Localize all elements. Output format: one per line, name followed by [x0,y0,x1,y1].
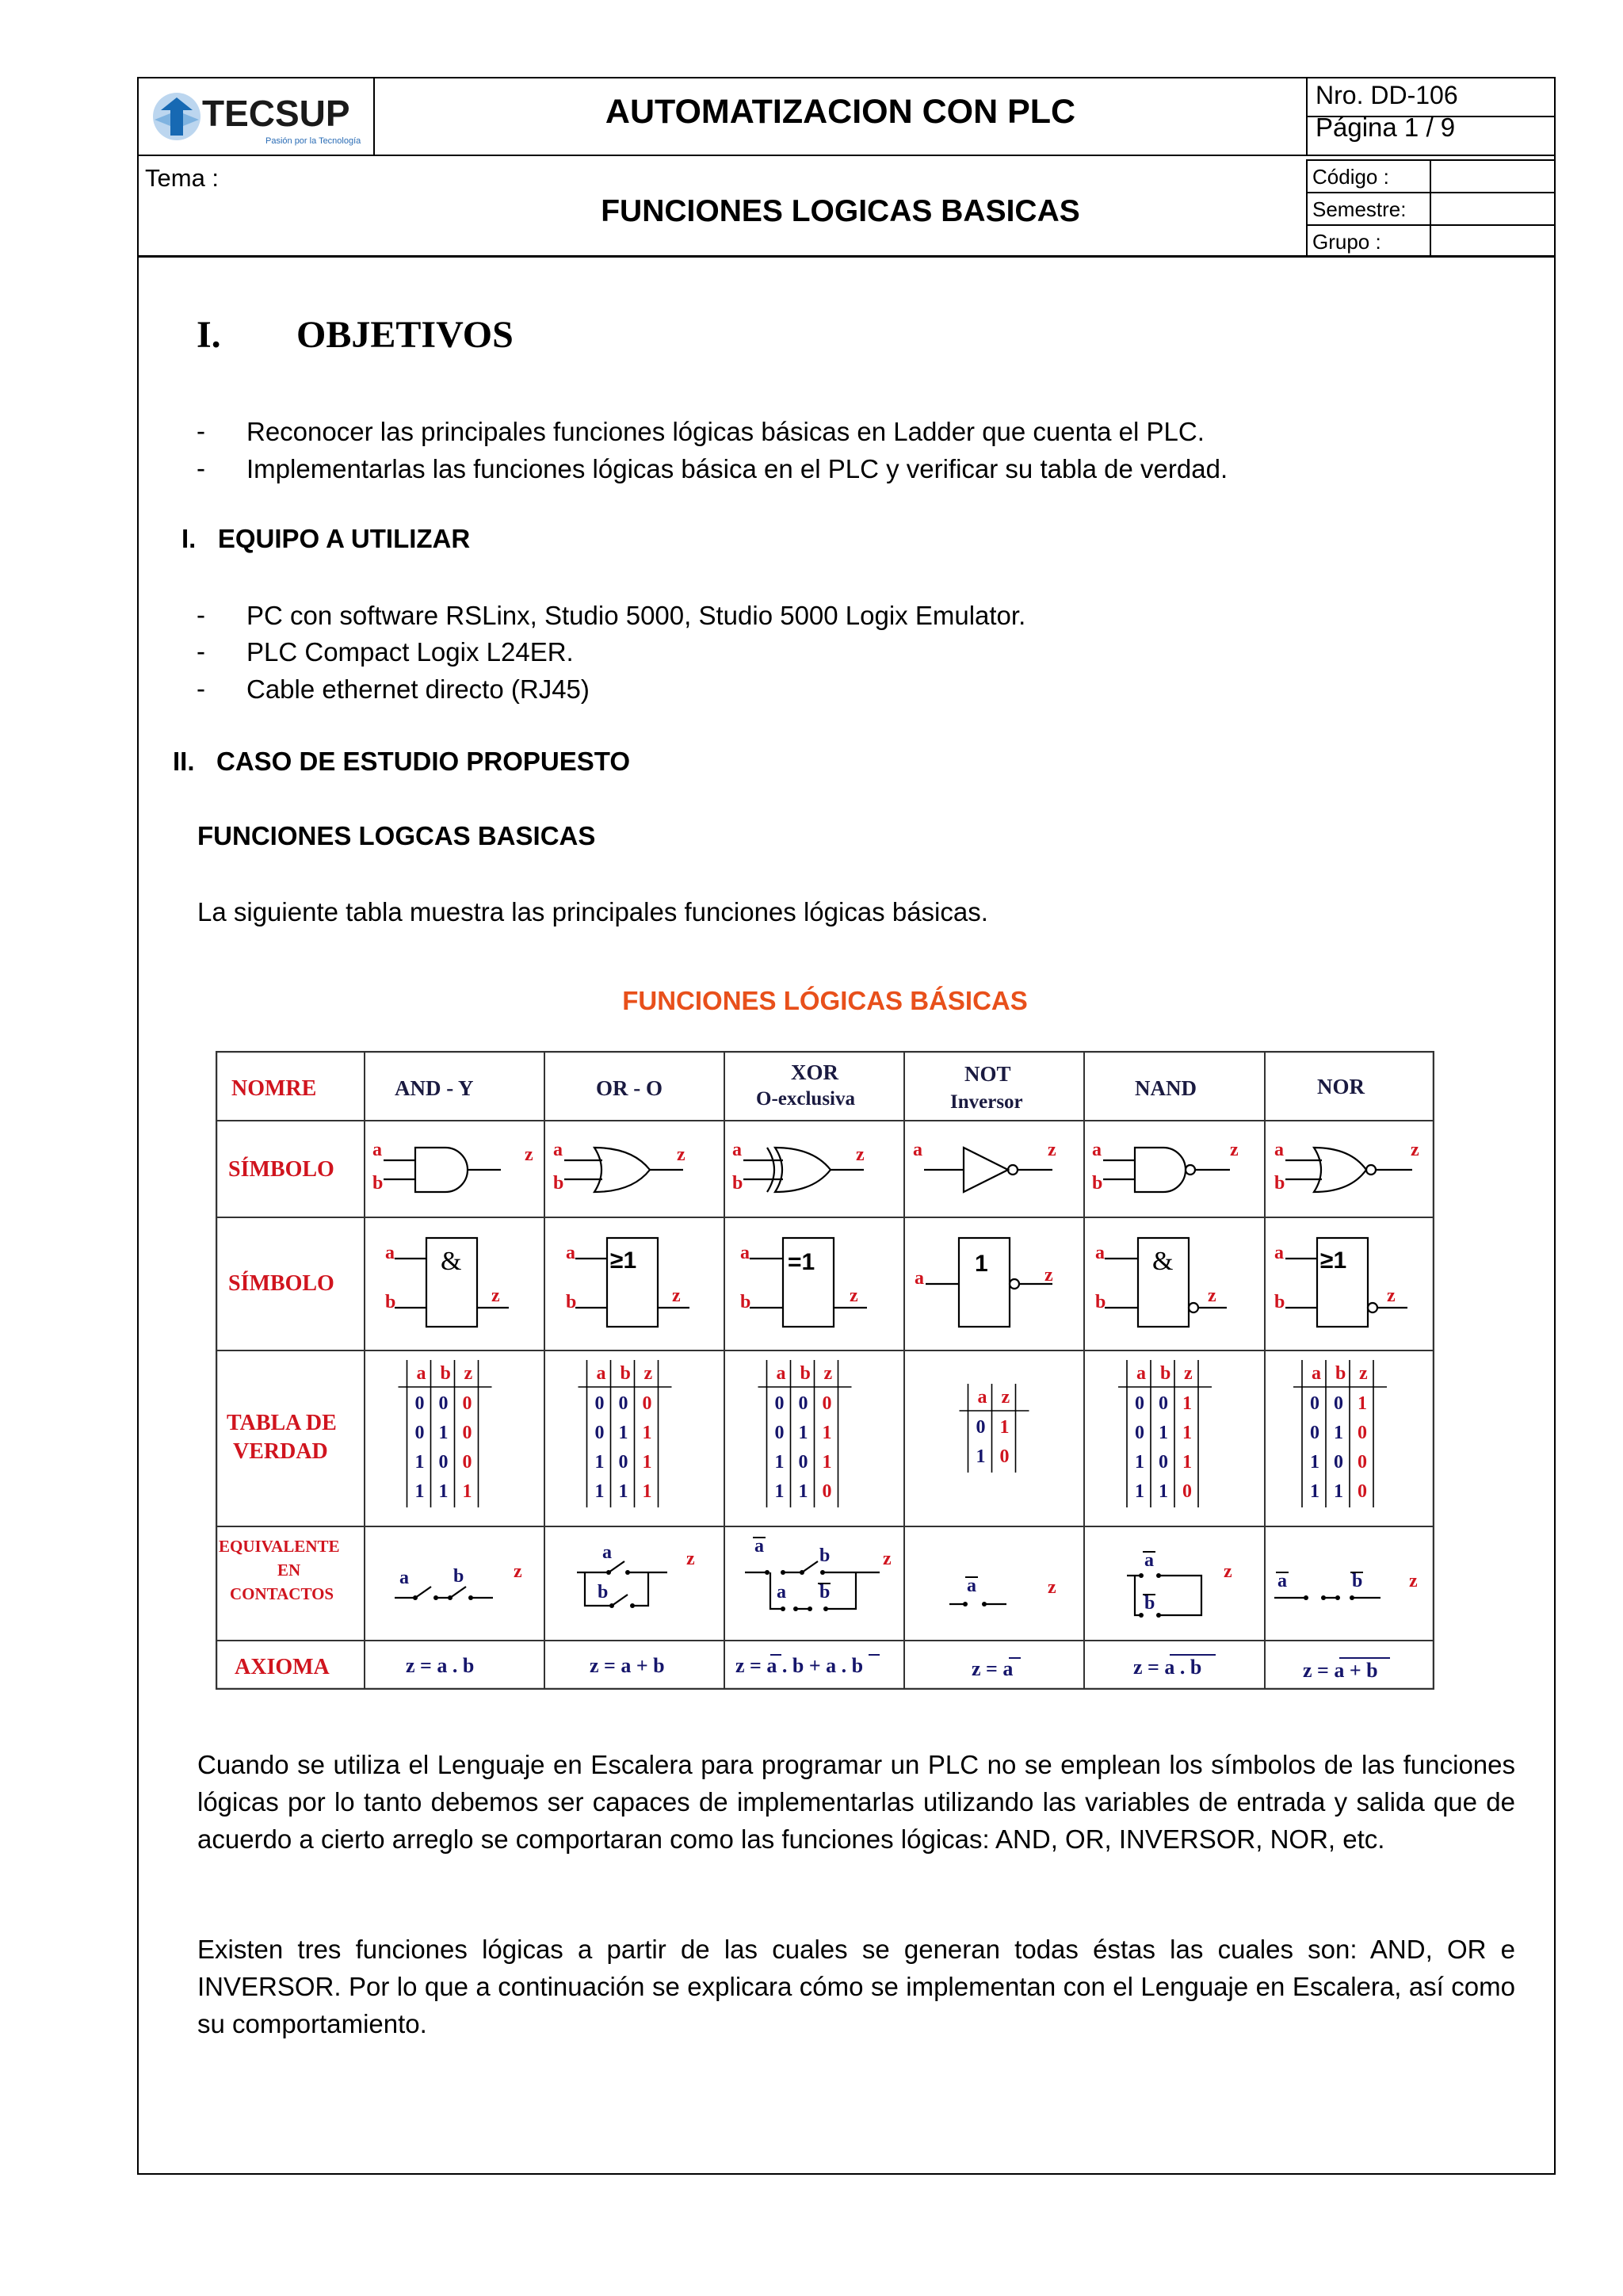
axiom-nand: z = a . b [1133,1656,1202,1679]
axiom-xor: z = a . b + a . b [735,1654,864,1677]
col-header-nand: NAND [1135,1076,1197,1100]
svg-text:b: b [385,1292,396,1312]
svg-text:a: a [566,1243,575,1263]
xor-iec-symbol-icon [740,1238,867,1327]
svg-text:b: b [372,1173,384,1194]
truth-table-cell: 1 [774,1481,785,1502]
or-iec-symbol-icon [566,1238,689,1327]
truth-table-cell: 0 [1159,1393,1168,1414]
truth-table-cell: 0 [774,1393,785,1414]
svg-text:a: a [732,1140,742,1160]
truth-table-header: b [440,1363,451,1384]
truth-table-not [960,1384,1029,1473]
equipo-item-1: PC con software RSLinx, Studio 5000, Studio 5000 Logix Emulator. [246,601,1026,630]
truth-table-cell: 0 [1358,1481,1367,1502]
tecsup-logo [147,86,369,148]
nand-iec-symbol-icon [1095,1238,1227,1327]
svg-text:b: b [598,1582,609,1603]
truth-table-cell: 0 [618,1393,628,1414]
page-number: Página 1 / 9 [1316,113,1456,142]
equipo-item-3: Cable ethernet directo (RJ45) [246,674,590,704]
svg-text:a: a [913,1140,922,1160]
row-label-simbolo-2: SÍMBOLO [228,1271,334,1296]
codigo-label: Código : [1312,165,1389,189]
truth-table-cell: 1 [1358,1393,1367,1414]
svg-text:z: z [856,1144,865,1165]
svg-text:b: b [732,1173,743,1194]
svg-text:b: b [1274,1292,1285,1312]
equipo-item-2: PLC Compact Logix L24ER. [246,637,574,667]
truth-table-cell: 1 [618,1481,628,1502]
truth-table-cell: 1 [618,1423,628,1443]
truth-table-header: a [596,1363,606,1384]
truth-table-cell: 0 [618,1452,628,1473]
svg-text:1: 1 [975,1251,988,1277]
svg-text:a: a [967,1576,976,1596]
truth-table-header: z [1359,1363,1368,1384]
row-label-verdad: VERDAD [233,1439,328,1464]
not-contacts-icon [949,1576,1056,1606]
row-label-contactos: CONTACTOS [230,1584,334,1603]
truth-table-cell: 0 [594,1423,605,1443]
bullet-dash: - [197,453,205,483]
svg-text:≥1: ≥1 [1320,1247,1347,1274]
truth-table-header: z [1184,1363,1193,1384]
truth-table-cell: 0 [462,1393,472,1414]
truth-table-cell: 0 [438,1452,449,1473]
row-label-nombre: NOMRE [231,1076,317,1101]
svg-text:b: b [819,1545,831,1566]
truth-table-cell: 1 [1310,1481,1319,1502]
svg-text:=1: =1 [788,1249,815,1275]
col-header-nor: NOR [1317,1075,1365,1098]
truth-table-header: a [776,1363,786,1384]
nor-iec-symbol-icon [1274,1238,1407,1327]
truth-table-cell: 1 [642,1452,652,1473]
objetivos-heading: OBJETIVOS [296,314,514,356]
objetivos-num: I. [197,314,221,356]
svg-text:z: z [1409,1571,1418,1591]
truth-table-cell: 0 [976,1417,986,1438]
tema-label: Tema : [145,164,220,192]
truth-table-header: b [620,1363,631,1384]
course-title: AUTOMATIZACION CON PLC [605,93,1076,131]
xor-gate-icon [732,1140,865,1194]
tecsup-logo-mark-icon [153,93,200,140]
svg-text:a: a [385,1243,395,1263]
logo-text: TECSUP [202,93,350,134]
truth-table-cell: 0 [438,1393,449,1414]
truth-table-cell: 1 [414,1452,425,1473]
truth-table-cell: 1 [414,1481,425,1502]
truth-table-header: z [464,1363,473,1384]
svg-text:b: b [1092,1173,1103,1194]
objetivo-item-2: Implementarlas las funciones lógicas básica en el PLC y verificar su tabla de verdad. [246,454,1228,483]
bullet-dash: - [197,674,205,703]
or-contacts-icon [577,1542,695,1608]
axiom-or: z = a + b [590,1654,665,1677]
truth-table-cell: 0 [414,1423,425,1443]
row-label-en: EN [277,1561,301,1580]
truth-table-cell: 0 [1159,1452,1168,1473]
truth-table-cell: 1 [594,1481,605,1502]
truth-table-cell: 0 [822,1481,832,1502]
svg-text:a: a [1144,1550,1154,1571]
truth-tables [399,1360,1388,1507]
truth-table-cell: 1 [1159,1481,1168,1502]
svg-text:a: a [1092,1140,1102,1160]
svg-text:z: z [850,1286,858,1306]
col-header-xor: XOR [791,1060,838,1084]
svg-text:z: z [672,1286,681,1306]
and-iec-symbol-icon [385,1238,509,1327]
svg-text:z: z [1048,1577,1056,1598]
svg-text:a: a [1274,1140,1284,1160]
truth-table-xor [758,1360,852,1507]
svg-text:b: b [1274,1173,1285,1194]
svg-text:z: z [1044,1265,1053,1286]
truth-table-cell: 1 [1135,1481,1144,1502]
bullet-dash: - [197,416,205,445]
svg-text:z: z [1411,1140,1419,1160]
caso-heading: II. CASO DE ESTUDIO PROPUESTO [173,747,630,776]
truth-table-cell: 0 [999,1446,1010,1467]
col-header-not-sub: Inversor [950,1091,1023,1113]
svg-text:b: b [740,1292,751,1312]
truth-table-header: z [823,1363,833,1384]
xor-contacts-icon [745,1536,892,1611]
truth-table-or [579,1360,672,1507]
truth-table-cell: 0 [1334,1393,1343,1414]
svg-text:a: a [1095,1243,1105,1263]
or-gate-icon [553,1140,685,1194]
truth-table-cell: 1 [594,1452,605,1473]
truth-table-cell: 1 [774,1452,785,1473]
svg-text:b: b [453,1566,464,1587]
truth-table-header: b [1160,1363,1171,1384]
truth-table-cell: 0 [1135,1423,1144,1443]
truth-table-cell: 1 [1334,1481,1343,1502]
svg-text:b: b [1144,1593,1155,1614]
col-header-or: OR - O [596,1076,663,1100]
truth-table-cell: 0 [1358,1452,1367,1473]
svg-text:b: b [1352,1571,1363,1591]
nand-contacts-icon [1127,1550,1232,1618]
axiom-nor: z = a + b [1303,1659,1378,1682]
svg-text:a: a [1274,1243,1284,1263]
truth-table-cell: 1 [642,1481,652,1502]
svg-text:a: a [915,1268,924,1289]
svg-text:a: a [602,1542,612,1563]
truth-table-cell: 0 [642,1393,652,1414]
bullet-dash: - [197,600,205,629]
svg-text:&: & [441,1247,462,1276]
row-label-axioma: AXIOMA [235,1655,330,1679]
svg-text:z: z [1224,1561,1232,1582]
svg-text:z: z [686,1549,695,1569]
document-header [137,77,1556,258]
svg-text:z: z [1048,1140,1056,1160]
svg-text:b: b [553,1173,564,1194]
truth-table-cell: 0 [798,1393,808,1414]
truth-table-cell: 0 [462,1423,472,1443]
truth-table-cell: 1 [438,1423,449,1443]
truth-table-cell: 1 [1159,1423,1168,1443]
truth-table-cell: 1 [822,1452,832,1473]
truth-table-cell: 0 [822,1393,832,1414]
svg-text:b: b [566,1292,577,1312]
truth-table-cell: 1 [438,1481,449,1502]
svg-text:a: a [1277,1571,1287,1591]
truth-table-cell: 1 [1182,1423,1192,1443]
svg-text:z: z [514,1561,522,1582]
truth-table-cell: 0 [1358,1423,1367,1443]
svg-text:z: z [677,1144,685,1165]
row-label-simbolo-1: SÍMBOLO [228,1157,334,1182]
svg-text:z: z [1208,1286,1216,1306]
svg-text:a: a [777,1582,786,1603]
truth-table-cell: 0 [594,1393,605,1414]
bullet-dash: - [197,636,205,666]
equipo-heading: I. EQUIPO A UTILIZAR [181,524,471,553]
truth-table-cell: 0 [1310,1423,1319,1443]
logic-functions-table [216,1051,1434,1690]
truth-table-header: a [1136,1363,1146,1384]
truth-table-cell: 1 [822,1423,832,1443]
logo-tagline: Pasión por la Tecnología [265,136,361,146]
truth-table-and [399,1360,492,1507]
svg-text:b: b [819,1582,831,1603]
svg-text:a: a [754,1536,764,1557]
svg-text:≥1: ≥1 [610,1247,637,1274]
svg-text:z: z [491,1286,500,1306]
truth-table-header: a [977,1387,987,1408]
truth-table-nor [1293,1360,1387,1507]
svg-text:z: z [1387,1286,1396,1306]
truth-table-cell: 0 [414,1393,425,1414]
objetivo-item-1: Reconocer las principales funciones lógicas básicas en Ladder que cuenta el PLC. [246,417,1205,446]
paragraph-1: Cuando se utiliza el Lenguaje en Escalera para programar un PLC no se emplean los símbolos de las funciones lógicas por lo tanto debemos ser capaces de implementarlas utilizando las variables de entrada y salida que de acuerdo a cierto arreglo se comportaran como las funciones lógicas: AND, OR, INVERSOR, NOR, etc. [197,1750,1515,1854]
caso-intro: La siguiente tabla muestra las principales funciones lógicas básicas. [197,897,988,926]
svg-text:a: a [553,1140,563,1160]
semestre-label: Semestre: [1312,197,1407,221]
truth-table-cell: 1 [976,1446,986,1467]
truth-table-cell: 1 [1135,1452,1144,1473]
truth-table-cell: 1 [798,1423,808,1443]
svg-text:a: a [740,1243,750,1263]
and-gate-icon [372,1140,533,1194]
not-iec-symbol-icon [915,1238,1053,1327]
truth-table-header: a [416,1363,426,1384]
truth-table-cell: 0 [1334,1452,1343,1473]
svg-text:a: a [372,1140,382,1160]
truth-table-cell: 1 [798,1481,808,1502]
nor-contacts-icon [1274,1571,1418,1600]
truth-table-cell: 1 [1182,1452,1192,1473]
caso-subheading: FUNCIONES LOGCAS BASICAS [197,821,596,850]
truth-table-cell: 1 [1310,1452,1319,1473]
row-label-tabla: TABLA DE [227,1411,337,1435]
truth-table-cell: 0 [1135,1393,1144,1414]
truth-table-cell: 0 [462,1452,472,1473]
nor-gate-icon [1274,1140,1419,1194]
truth-table-nand [1118,1360,1212,1507]
col-header-not: NOT [964,1062,1011,1086]
grupo-label: Grupo : [1312,230,1381,254]
truth-table-cell: 1 [999,1417,1010,1438]
svg-text:b: b [1095,1292,1106,1312]
truth-table-cell: 1 [462,1481,472,1502]
svg-text:&: & [1152,1247,1174,1276]
truth-table-cell: 0 [1310,1393,1319,1414]
svg-text:a: a [399,1568,409,1588]
doc-number: Nro. DD-106 [1316,81,1458,109]
truth-table-header: b [1335,1363,1346,1384]
truth-table-cell: 0 [1182,1481,1192,1502]
and-contacts-icon [395,1561,522,1600]
axiom-not: z = a [972,1657,1014,1680]
truth-table-header: z [1001,1387,1010,1408]
truth-table-header: z [643,1363,653,1384]
svg-text:z: z [525,1144,533,1165]
truth-table-cell: 0 [798,1452,808,1473]
truth-table-cell: 1 [642,1423,652,1443]
nand-gate-icon [1092,1140,1239,1194]
not-gate-icon [913,1140,1056,1192]
truth-table-cell: 0 [774,1423,785,1443]
svg-text:z: z [1230,1140,1239,1160]
truth-table-header: b [800,1363,811,1384]
topic-title: FUNCIONES LOGICAS BASICAS [601,194,1080,228]
col-header-and: AND - Y [395,1076,474,1100]
row-label-equivalente: EQUIVALENTE [219,1537,340,1556]
figure-title: FUNCIONES LÓGICAS BÁSICAS [622,986,1028,1015]
col-header-xor-sub: O-exclusiva [756,1088,855,1110]
svg-text:z: z [883,1549,892,1569]
truth-table-cell: 1 [1334,1423,1343,1443]
truth-table-header: a [1312,1363,1321,1384]
paragraph-2: Existen tres funciones lógicas a partir de las cuales se generan todas éstas las cuales son: AND, OR e INVERSOR. Por lo que a continuación se explicara cómo se implementan con el Lenguaje en Escalera, así como su comportamiento. [197,1935,1515,2038]
axiom-and: z = a . b [406,1654,475,1677]
truth-table-cell: 1 [1182,1393,1192,1414]
